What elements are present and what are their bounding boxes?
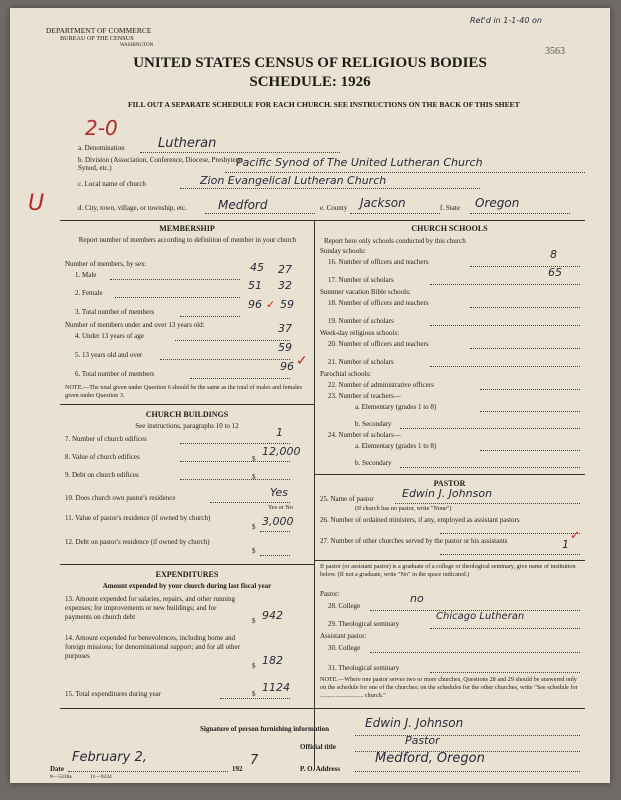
q11-value: 3,000 [262,515,294,528]
graduate-note: If pastor (or assistant pastor) is a graduate of a college or theological seminary, give name of institution below. (If not a graduate, write "No" in the space indicated.) [320,563,576,578]
q8-label: 8. Value of church edifices [65,453,140,461]
q12-label: 12. Debt on pastor's residence (if owned by church) [65,538,210,546]
q17-label: 17. Number of scholars [328,276,394,284]
q23a-label: a. Elementary (grades 1 to 8) [355,403,437,411]
denomination-value: Lutheran [158,136,217,151]
side-mark: U [28,191,45,216]
q16-value: 8 [550,248,557,261]
q13-label: 13. Amount expended for salaries, repairs, and other running expenses; for improvements or new buildings; and for payments on church debt [65,595,236,621]
po-address-value: Medford, Oregon [375,751,485,766]
q18-label: 18. Number of officers and teachers [328,299,429,307]
signature-value: Edwin J. Johnson [365,716,464,730]
stamp-number: 3563 [545,46,565,57]
sex-label: Number of members, by sex: [65,260,147,268]
q20-label: 20. Number of officers and teachers [328,340,429,348]
division-value: Pacific Synod of The United Lutheran Church [236,156,483,169]
q29-label: 29. Theological seminary [328,620,400,628]
q9-label: 9. Debt on church edifices [65,471,139,479]
q29-value: Chicago Lutheran [436,611,525,622]
q15-label: 15. Total expenditures during year [65,690,161,698]
bureau-label: BUREAU OF THE CENSUS [60,35,134,42]
denomination-label: a. Denomination [78,144,125,152]
q22-label: 22. Number of administrative officers [328,381,434,389]
dollar-sign: $ [252,662,256,670]
expenditures-heading: EXPENDITURES [155,570,219,579]
expenditures-sub: Amount expended by your church during last fiscal year [102,582,272,590]
q24-label: 24. Number of scholars— [328,431,401,439]
dollar-sign: $ [252,455,256,463]
q23-label: 23. Number of teachers— [328,392,401,400]
dept-label: DEPARTMENT OF COMMERCE [46,26,152,35]
male-label: 1. Male [75,271,97,279]
city-field-label: d. City, town, village, or township, etc. [78,204,187,212]
q27-label: 27. Number of other churches served by the pastor or his assistants [320,537,508,545]
dollar-sign: $ [252,617,256,625]
membership-note: NOTE.—The total given under Question 6 should be the same as the total of males and females given under Question 3. [65,384,302,399]
state-label: f. State [440,204,460,212]
q13-value: 942 [262,609,283,622]
q17-value: 65 [548,266,562,279]
q15-value: 1124 [262,681,290,694]
dollar-sign: $ [252,690,256,698]
membership-heading: MEMBERSHIP [159,224,215,233]
q31-label: 31. Theological seminary [328,664,400,672]
official-title-label: Official title [300,743,336,751]
signature-label: Signature of person furnishing information [200,725,329,733]
under13-value: 37 [278,322,292,335]
male-value-b: 27 [278,263,292,276]
q14-value: 182 [262,654,283,667]
q23b-label: b. Secondary [355,420,392,428]
dollar-sign: $ [252,473,256,481]
pastor-note: NOTE.—Where one pastor serves two or more churches, Questions 28 and 29 should be answered only on the schedule for one of the churches; on the schedules for the other churches, write "See schedule for ............................ church." [320,676,578,699]
check-mark-3: ✓ [570,528,581,542]
assistant-sub-label: Assistant pastor: [320,632,367,640]
membership-intro: Report number of members according to definition of member in your church [78,236,297,244]
q11-label: 11. Value of pastor's residence (if owned by church) [65,514,211,522]
q7-label: 7. Number of church edifices [65,435,147,443]
male-value-a: 45 [250,261,264,274]
buildings-sub: See instructions, paragraphs 10 to 12 [135,422,239,430]
form-title: UNITED STATES CENSUS OF RELIGIOUS BODIES [133,55,487,71]
total-value-a: 96 [248,298,262,311]
over13-value: 59 [278,341,292,354]
schools-heading: CHURCH SCHOOLS [411,224,488,233]
q27-value: 1 [562,538,569,551]
parochial-label: Parochial schools: [320,370,372,378]
local-name-value: Zion Evangelical Lutheran Church [200,174,387,187]
summer-label: Summer vacation Bible schools: [320,288,411,296]
q24a-label: a. Elementary (grades 1 to 8) [355,442,437,450]
female-value-b: 32 [278,279,292,292]
buildings-heading: CHURCH BUILDINGS [145,410,229,419]
q10-label: 10. Does church own pastor's residence [65,494,176,502]
year-prefix: 192 [232,765,243,773]
yes-no-hint: Yes or No [268,504,293,511]
date-value: February 2, [72,750,147,765]
form-number-2: 11—9234 [90,774,112,780]
total-members-label: 3. Total number of members [75,308,155,316]
sunday-label: Sunday schools: [320,247,366,255]
q21-label: 21. Number of scholars [328,358,394,366]
date-label: Date [50,765,64,773]
city-value: Medford [218,198,268,212]
dollar-sign: $ [252,523,256,531]
q26-label: 26. Number of ordained ministers, if any, employed as assistant pastors [320,516,520,524]
under13-label: 4. Under 13 years of age [75,332,144,340]
margin-mark: 2-0 [85,116,118,140]
pastor-sub-label: Pastor: [320,590,340,598]
check-mark-2: ✓ [296,353,308,369]
county-value: Jackson [360,196,406,210]
weekday-label: Week-day religious schools: [320,329,400,337]
year-value: 7 [250,753,259,768]
dollar-sign: $ [252,547,256,555]
female-value-a: 51 [248,279,262,292]
county-label: e. County [320,204,348,212]
q10-value: Yes [270,486,289,499]
grand-total-label: 6. Total number of members [75,370,155,378]
top-note: Ret'd in 1-1-40 on [470,16,542,25]
census-schedule-sheet [10,8,610,783]
schools-intro: Report here only schools conducted by this church [324,237,466,245]
q25-label: 25. Name of pastor [320,495,374,503]
form-subtitle: SCHEDULE: 1926 [249,74,371,90]
total-value-b: 59 [280,298,294,311]
division-label: b. Division (Association, Conference, Diocese, Presbytery, Synod, etc.) [78,156,243,172]
po-address-label: P. O. Address [300,765,341,773]
official-title-value: Pastor [405,734,440,747]
grand-total-value: 96 [280,360,294,373]
q16-label: 16. Number of officers and teachers [328,258,429,266]
city-label: WASHINGTON [120,43,154,48]
state-value: Oregon [475,196,520,210]
check-mark: ✓ [266,298,276,311]
local-name-label: c. Local name of church [78,180,146,188]
q8-value: 12,000 [262,445,301,458]
q28-label: 28. College [328,602,361,610]
instruction-line: FILL OUT A SEPARATE SCHEDULE FOR EACH CHURCH. SEE INSTRUCTIONS ON THE BACK OF THIS SHEET [128,100,520,109]
q14-label: 14. Amount expended for benevolences, including home and foreign missions; for denominational support; and for all other purposes [65,634,240,660]
q25-value: Edwin J. Johnson [402,487,493,500]
q25-note: (If church has no pastor, write "None") [355,505,452,512]
female-label: 2. Female [75,289,103,297]
form-number: 8—5318a [50,774,72,780]
over13-label: 5. 13 years old and over [75,351,143,359]
q28-value: no [410,592,424,605]
q7-value: 1 [276,426,283,439]
q24b-label: b. Secondary [355,459,392,467]
age-label: Number of members under and over 13 years old: [65,321,205,329]
pastor-heading: PASTOR [433,479,466,488]
q19-label: 19. Number of scholars [328,317,394,325]
q30-label: 30. College [328,644,361,652]
